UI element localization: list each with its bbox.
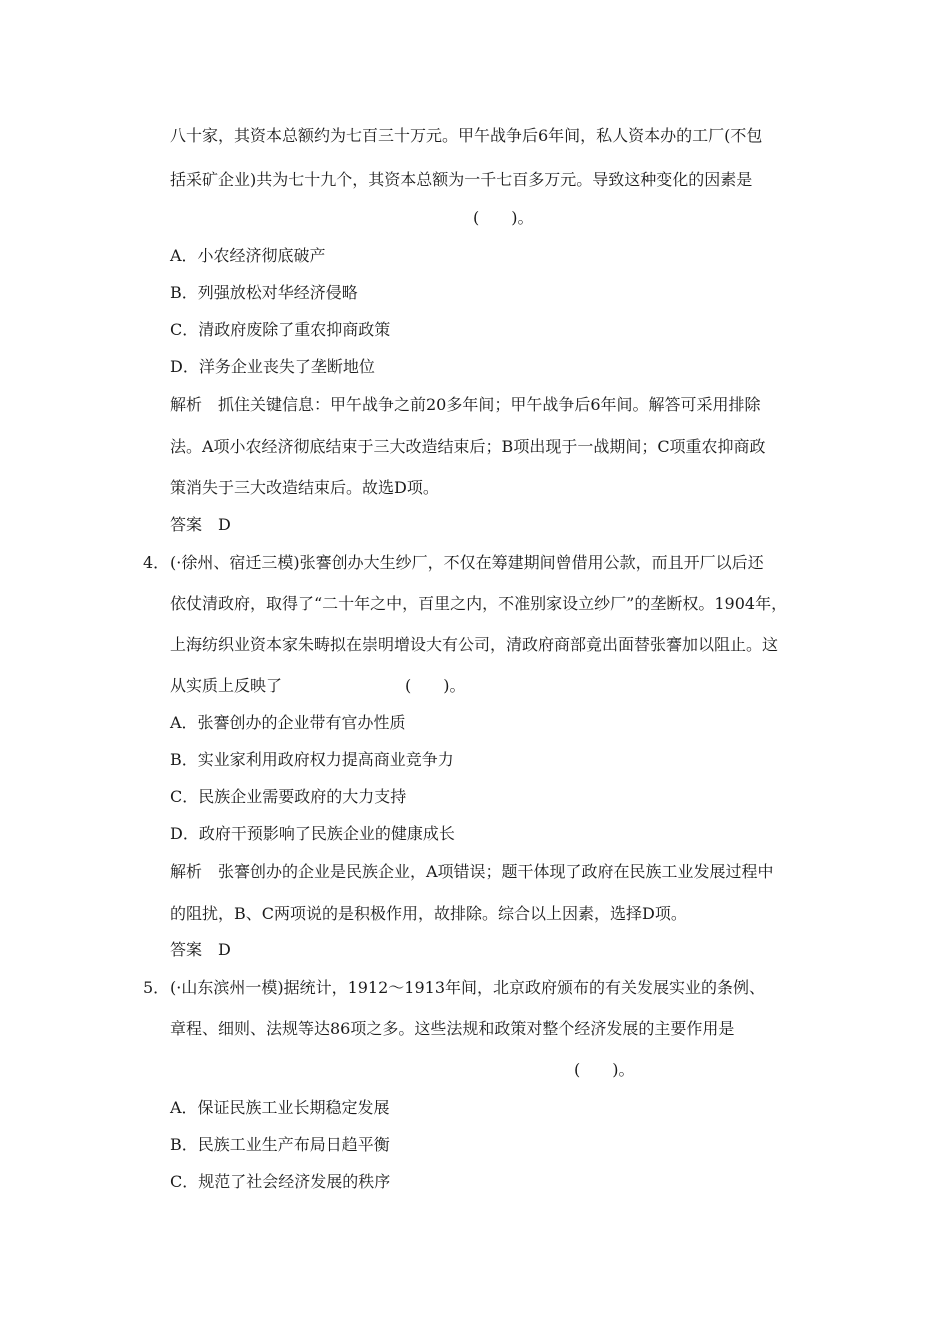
q3-answer: 答案 D <box>170 515 231 534</box>
q5-option-b: B．民族工业生产布局日趋平衡 <box>170 1135 390 1154</box>
q3-option-b: B．列强放松对华经济侵略 <box>170 283 358 302</box>
q3-analysis-line-3: 策消失于三大改造结束后。故选D项。 <box>170 478 439 497</box>
q4-answer-blank: ( )。 <box>405 676 466 695</box>
q5-answer-blank: ( )。 <box>574 1060 635 1079</box>
q4-stem-line-1: (·徐州、宿迁三模)张謇创办大生纱厂，不仅在筹建期间曾借用公款，而且开厂以后还 <box>170 553 764 572</box>
q3-analysis-line-2: 法。A项小农经济彻底结束于三大改造结束后；B项出现于一战期间；C项重农抑商政 <box>170 437 766 456</box>
q4-stem-line-2: 依仗清政府，取得了“二十年之中，百里之内，不准别家设立纱厂”的垄断权。1904年， <box>170 594 788 613</box>
q5-number: 5． <box>143 978 170 997</box>
q3-option-a: A．小农经济彻底破产 <box>170 246 326 265</box>
q5-stem-line-1: (·山东滨州一模)据统计，1912～1913年间，北京政府颁布的有关发展实业的条例、 <box>170 978 766 997</box>
q4-stem-line-3: 上海纺织业资本家朱畴拟在崇明增设大有公司，清政府商部竟出面替张謇加以阻止。这 <box>170 635 779 654</box>
q4-option-c: C．民族企业需要政府的大力支持 <box>170 787 407 806</box>
q4-option-b: B．实业家利用政府权力提高商业竞争力 <box>170 750 454 769</box>
q3-option-d: D．洋务企业丧失了垄断地位 <box>170 357 375 376</box>
q5-option-a: A．保证民族工业长期稳定发展 <box>170 1098 390 1117</box>
q4-option-a: A．张謇创办的企业带有官办性质 <box>170 713 406 732</box>
q3-option-c: C．清政府废除了重农抑商政策 <box>170 320 391 339</box>
q5-option-c: C．规范了社会经济发展的秩序 <box>170 1172 391 1191</box>
q4-analysis-line-1: 解析 张謇创办的企业是民族企业，A项错误；题干体现了政府在民族工业发展过程中 <box>170 862 774 881</box>
q4-analysis-line-2: 的阻扰，B、C两项说的是积极作用，故排除。综合以上因素，选择D项。 <box>170 904 687 923</box>
q5-stem-line-2: 章程、细则、法规等达86项之多。这些法规和政策对整个经济发展的主要作用是 <box>170 1019 735 1038</box>
q3-stem-line-1: 八十家，其资本总额约为七百三十万元。甲午战争后6年间，私人资本办的工厂(不包 <box>170 126 763 145</box>
q4-number: 4． <box>143 553 170 572</box>
q3-answer-blank: ( )。 <box>473 208 534 227</box>
q4-stem-line-4: 从实质上反映了 <box>170 676 283 695</box>
q3-analysis-line-1: 解析 抓住关键信息：甲午战争之前20多年间；甲午战争后6年间。解答可采用排除 <box>170 395 761 414</box>
q3-stem-line-2: 括采矿企业)共为七十九个，其资本总额为一千七百多万元。导致这种变化的因素是 <box>170 170 753 189</box>
q4-option-d: D．政府干预影响了民族企业的健康成长 <box>170 824 455 843</box>
q4-answer: 答案 D <box>170 940 231 959</box>
